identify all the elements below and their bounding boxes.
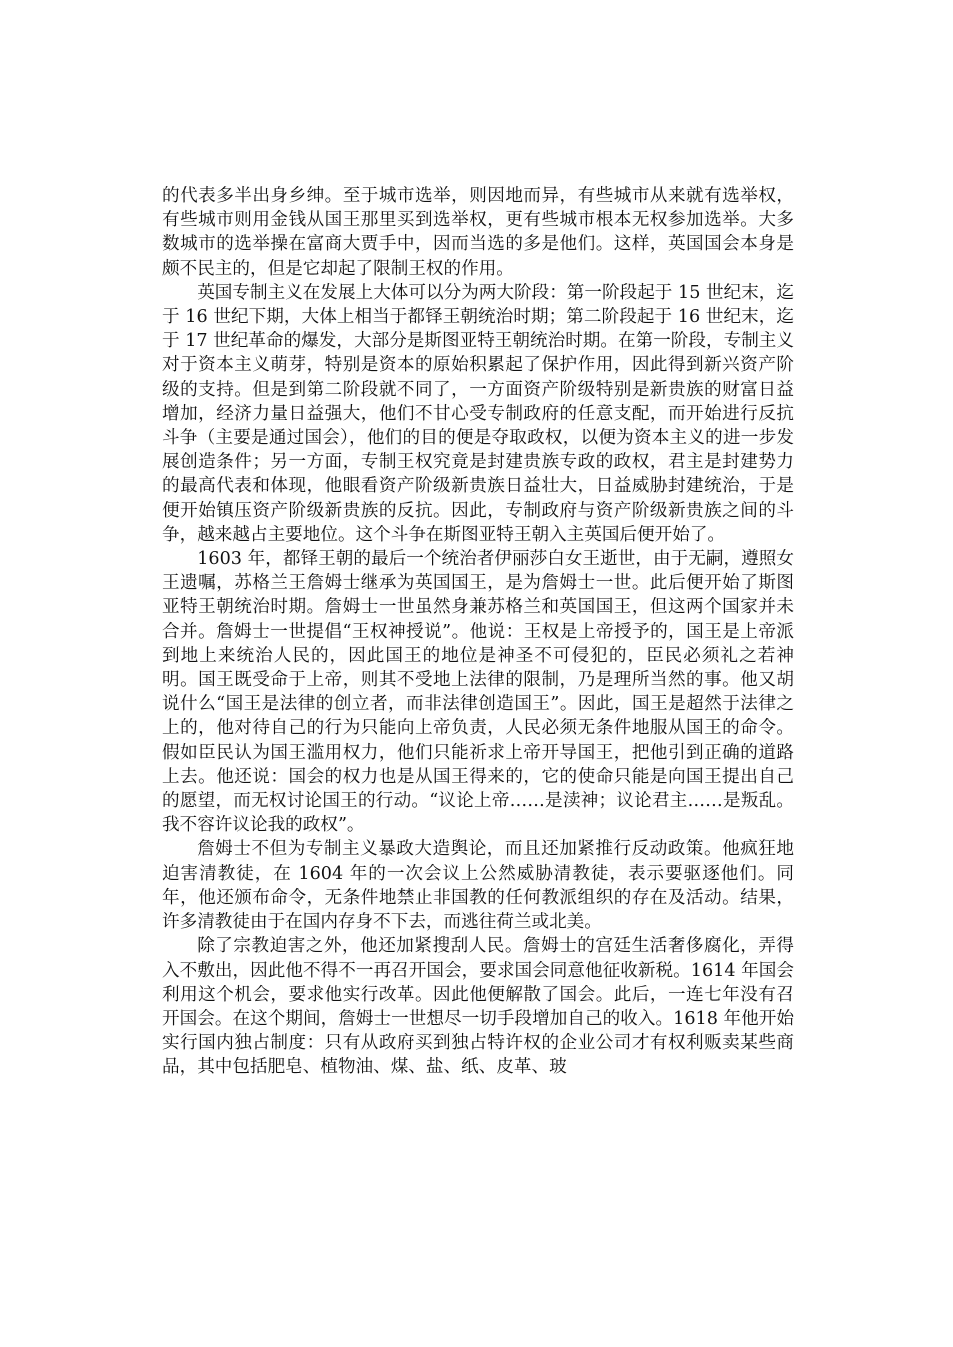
paragraph-continuation: 的代表多半出身乡绅。至于城市选举，则因地而异，有些城市从来就有选举权，有些城市则用金钱从国王那里买到选举权，更有些城市根本无权参加选举。大多数城市的选举操在富商大贾手中，因而当选的多是他们。这样，英国国会本身是颇不民主的，但是它却起了限制王权的作用。 bbox=[162, 186, 794, 279]
paragraph-taxation-monopolies: 除了宗教迫害之外，他还加紧搜刮人民。詹姆士的宫廷生活奢侈腐化，弄得入不敷出，因此他不得不一再召开国会，要求国会同意他征收新税。1614 年国会利用这个机会，要求他实行改革。因此他便解散了国会。此后，一连七年没有召开国会。在这个期间，詹姆士一世想尽一切手段增加自己的收入。1618 年他开始实行国内独占制度：只有从政府买到独占特许权的企业公司才有权利贩卖某些商品，其中包括肥皂、植物油、煤、盐、纸、皮革、玻 bbox=[162, 936, 794, 1078]
body-text bbox=[162, 184, 794, 1080]
paragraph-james-divine-right: 1603 年，都铎王朝的最后一个统治者伊丽莎白女王逝世，由于无嗣，遵照女王遗嘱，苏格兰王詹姆士继承为英国国王，是为詹姆士一世。此后便开始了斯图亚特王朝统治时期。詹姆士一世虽然身兼苏格兰和英国国王，但这两个国家并未合并。詹姆士一世提倡“王权神授说”。他说：王权是上帝授予的，国王是上帝派到地上来统治人民的，因此国王的地位是神圣不可侵犯的，臣民必须礼之若神明。国王既受命于上帝，则其不受地上法律的限制，乃是理所当然的事。他又胡说什么“国王是法律的创立者，而非法律创造国王”。因此，国王是超然于法律之上的，他对待自己的行为只能向上帝负责，人民必须无条件地服从国王的命令。假如臣民认为国王滥用权力，他们只能祈求上帝开导国王，把他引到正确的道路上去。他还说：国会的权力也是从国王得来的，它的使命只能是向国王提出自己的愿望，而无权讨论国王的行动。“议论上帝……是渎神；议论君主……是叛乱。我不容许议论我的政权”。 bbox=[162, 549, 794, 836]
paragraph-puritan-persecution: 詹姆士不但为专制主义暴政大造舆论，而且还加紧推行反动政策。他疯狂地迫害清教徒，在 1604 年的一次会议上公然威胁清教徒，表示要驱逐他们。同年，他还颁布命令，无条件地禁止非国教的任何教派组织的存在及活动。结果，许多清教徒由于在国内存身不下去，而逃往荷兰或北美。 bbox=[162, 839, 794, 933]
paragraph-absolutism-stages: 英国专制主义在发展上大体可以分为两大阶段：第一阶段起于 15 世纪末，迄于 16 世纪下期，大体上相当于都铎王朝统治时期；第二阶段起于 16 世纪末，迄于 17 世纪革命的爆发，大部分是斯图亚特王朝统治时期。在第一阶段，专制主义对于资本主义萌芽，特别是资本的原始积累起了保护作用，因此得到新兴资产阶级的支持。但是到第二阶段就不同了，一方面资产阶级特别是新贵族的财富日益增加，经济力量日益强大，他们不甘心受专制政府的任意支配，而开始进行反抗斗争（主要是通过国会），他们的目的便是夺取政权，以便为资本主义的进一步发展创造条件；另一方面，专制王权究竟是封建贵族专政的政权，君主是封建势力的最高代表和体现，他眼看资产阶级新贵族日益壮大，日益威胁封建统治，于是便开始镇压资产阶级新贵族的反抗。因此，专制政府与资产阶级新贵族之间的斗争，越来越占主要地位。这个斗争在斯图亚特王朝入主英国后便开始了。 bbox=[162, 282, 794, 545]
